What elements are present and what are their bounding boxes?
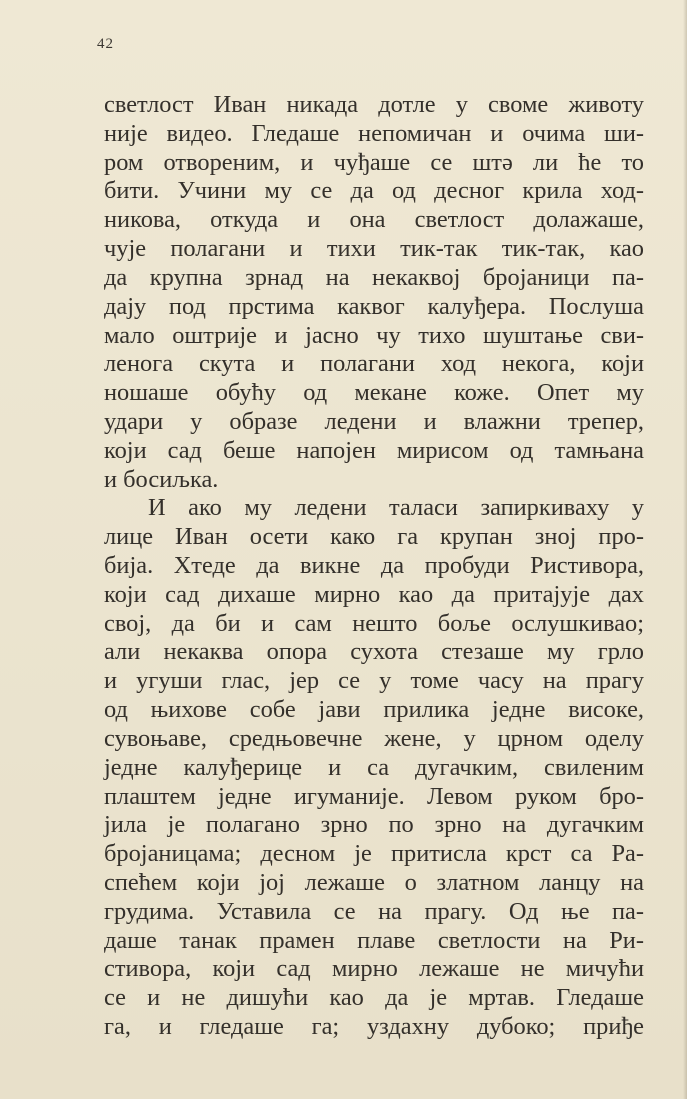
text-line: И ако му ледени таласи запиркиваху у: [148, 494, 644, 522]
page-edge-shadow: [683, 0, 687, 1099]
text-line: грудима. Уставила се на прагу. Од ње па-: [104, 897, 644, 925]
text-line: није видео. Гледаше непомичан и очима ши-: [104, 119, 644, 147]
text-line: и угуши глас, јер се у томе часу на прагу: [104, 667, 644, 695]
text-line: бити. Учини му се да од десног крила ход-: [104, 177, 644, 205]
text-line: лице Иван осети како га крупан зној про-: [104, 523, 644, 551]
text-line: дају под прстима каквог калуђера. Послуша: [104, 292, 644, 320]
page-number: 42: [97, 36, 114, 52]
paragraph: [104, 494, 644, 1041]
text-line: јила је полагано зрно по зрно на дугачким: [104, 811, 644, 839]
text-line: ношаше обућу од мекане коже. Опет му: [104, 379, 644, 407]
text-line: да крупна зрнад на некаквој бројаници па-: [104, 263, 644, 291]
text-line: спећем који јој лежаше о златном ланцу на: [104, 868, 644, 896]
text-line: бија. Хтеде да викне да пробуди Ристивора,: [104, 552, 644, 579]
text-line: ром отвореним, и чуђаше се штə ли ће то: [104, 148, 644, 176]
text-line: удари у образе ледени и влажни трепер,: [104, 407, 644, 435]
text-line: даше танак прамен плаве светлости на Ри-: [104, 926, 644, 954]
text-line: плаштем једне игуманије. Левом руком бро-: [104, 782, 644, 810]
text-line: ленога скута и полагани ход некога, који: [104, 350, 644, 378]
text-line: сувоњаве, средњовечне жене, у црном оделу: [104, 724, 644, 752]
text-line: бројаницама; десном је притисла крст са Ра-: [104, 840, 644, 868]
text-line: од њихове собе јави прилика једне високе,: [104, 696, 644, 724]
text-line: чује полагани и тихи тик-так тик-так, као: [104, 235, 644, 263]
body-text: [104, 91, 644, 1042]
paragraph: [104, 91, 644, 494]
text-line: и босиљка.: [104, 465, 219, 493]
text-line: који сад беше напојен мирисом од тамњана: [104, 436, 644, 464]
text-line: који сад дихаше мирно као да притајује дах: [104, 580, 644, 608]
text-line: светлост Иван никада дотле у своме животу: [104, 91, 644, 118]
text-line: једне калуђерице и са дугачким, свиленим: [104, 753, 644, 781]
text-line: га, и гледаше га; уздахну дубоко; приђе: [104, 1013, 644, 1040]
text-line: никова, откуда и она светлост долажаше,: [104, 206, 644, 234]
text-line: се и не дишући као да је мртав. Гледаше: [104, 984, 644, 1012]
text-line: мало оштрије и јасно чу тихо шуштање сви-: [104, 321, 644, 349]
text-line: свој, да би и сам нешто боље ослушкивао;: [104, 609, 644, 637]
text-line: али некаква опора сухота стезаше му грло: [104, 638, 644, 666]
text-line: стивора, који сад мирно лежаше не мичући: [104, 955, 644, 983]
